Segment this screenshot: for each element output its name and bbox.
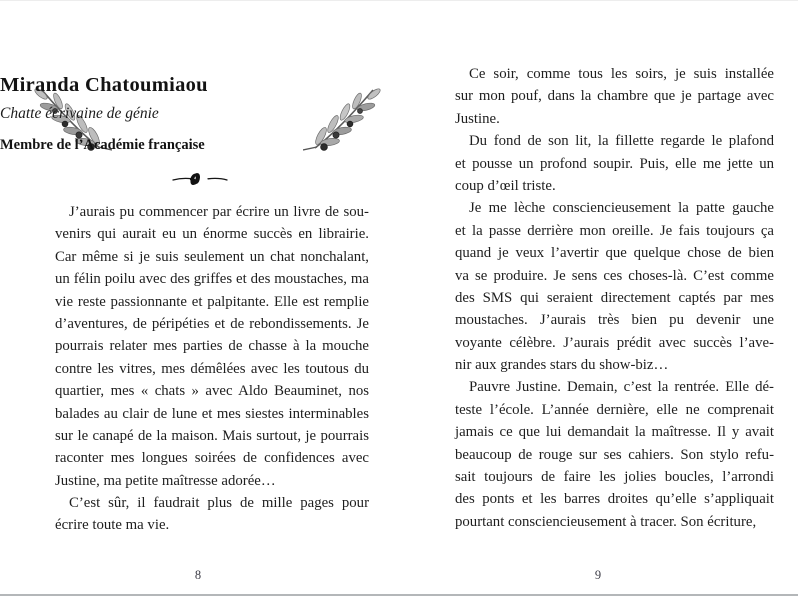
- left-page-number: 8: [194, 568, 202, 582]
- text-line: un félin poilu avec des griffes et des moustaches, ma: [55, 271, 369, 288]
- text-line: Car même si je suis seulement un chat nonchalant,: [55, 248, 369, 265]
- text-line: balades au clair de lune et mes siestes interminables: [55, 405, 369, 422]
- text-line: sur le canapé de la maison. Mais surtout, je pourrais: [55, 427, 369, 444]
- chapter-author-affiliation: Membre de l’Académie française: [0, 137, 205, 153]
- text-line: contre les vitres, mes démêlées avec les toutous du: [55, 360, 369, 377]
- text-line: Ce soir, comme tous les soirs, je suis installée: [469, 66, 774, 82]
- text-line: jamais ce que lui demandait la maîtresse. Il y avait: [455, 424, 774, 441]
- right-page-number: 9: [594, 568, 602, 582]
- text-line: Justine, ma petite maîtresse adorée…: [55, 472, 276, 489]
- text-line: C’est sûr, il faudrait plus de mille pages pour: [69, 495, 369, 512]
- text-line: sur mon pouf, dans la chambre que je partage avec: [455, 88, 774, 105]
- text-line: et pousse un profond soupir. Puis, elle me jette un: [455, 155, 774, 172]
- text-line: quartier, mes « chats » avec Aldo Beauminet, nos: [55, 383, 369, 400]
- chapter-author-subtitle: Chatte écrivaine de génie: [0, 105, 159, 122]
- text-line: J’aurais pu commencer par écrire un livre de sou-: [69, 204, 369, 220]
- text-line: sait toujours de faire les jolies boucles, l’arrondi: [455, 469, 774, 486]
- right-page-text: [455, 63, 774, 533]
- scan-bottom-rule: [0, 594, 798, 596]
- text-line: vie reste passionnante et palpitante. Elle est remplie: [55, 293, 369, 310]
- scan-top-edge: [0, 0, 798, 1]
- calligraphic-divider-icon: [171, 170, 229, 188]
- text-line: pourtant consciencieusement à tracer. Son écriture,: [455, 513, 757, 530]
- text-line: Justine.: [455, 110, 500, 127]
- text-line: voyante célèbre. J’aurais prédit avec succès l’ave-: [455, 334, 774, 351]
- chapter-author-title: Miranda Chatoumiaou: [0, 74, 208, 96]
- text-line: écrire toute ma vie.: [55, 517, 170, 534]
- text-line: des ponts et les barres droites qu’elle s’appliquait: [455, 491, 774, 508]
- text-line: raconter mes longues soirées de confidences avec: [55, 450, 369, 467]
- text-line: pourrais relater mes parties de chasse à la mouche: [55, 338, 369, 355]
- text-line: va se produire. Je sens ces choses-là. C’est comme: [455, 267, 774, 284]
- text-line: moustaches. J’aurais très bien pu devenir une: [455, 312, 774, 329]
- left-page-text: [55, 201, 369, 537]
- text-line: Je me lèche consciencieusement la patte gauche: [469, 200, 774, 217]
- text-line: Pauvre Justine. Demain, c’est la rentrée. Elle dé-: [469, 379, 774, 396]
- text-line: beaucoup de rouge sur ses cahiers. Son stylo refu-: [455, 446, 774, 463]
- text-line: nir aux grandes stars du show-biz…: [455, 357, 669, 374]
- text-line: Du fond de son lit, la fillette regarde le plafond: [469, 133, 774, 150]
- text-line: coup d’œil triste.: [455, 177, 556, 194]
- text-line: des SMS qui seraient directement captés par mes: [455, 289, 774, 306]
- text-line: d’aventures, de péripéties et de rebondissements. Je: [55, 315, 369, 332]
- text-line: quand je veux l’avertir que quelque chose de bien: [455, 245, 774, 262]
- text-line: venirs qui aurait eu un énorme succès en librairie.: [55, 226, 369, 243]
- text-line: et la passe derrière mon oreille. Je fais toujours ça: [455, 222, 774, 239]
- text-line: teste l’école. L’année dernière, elle ne comprenait: [455, 401, 774, 418]
